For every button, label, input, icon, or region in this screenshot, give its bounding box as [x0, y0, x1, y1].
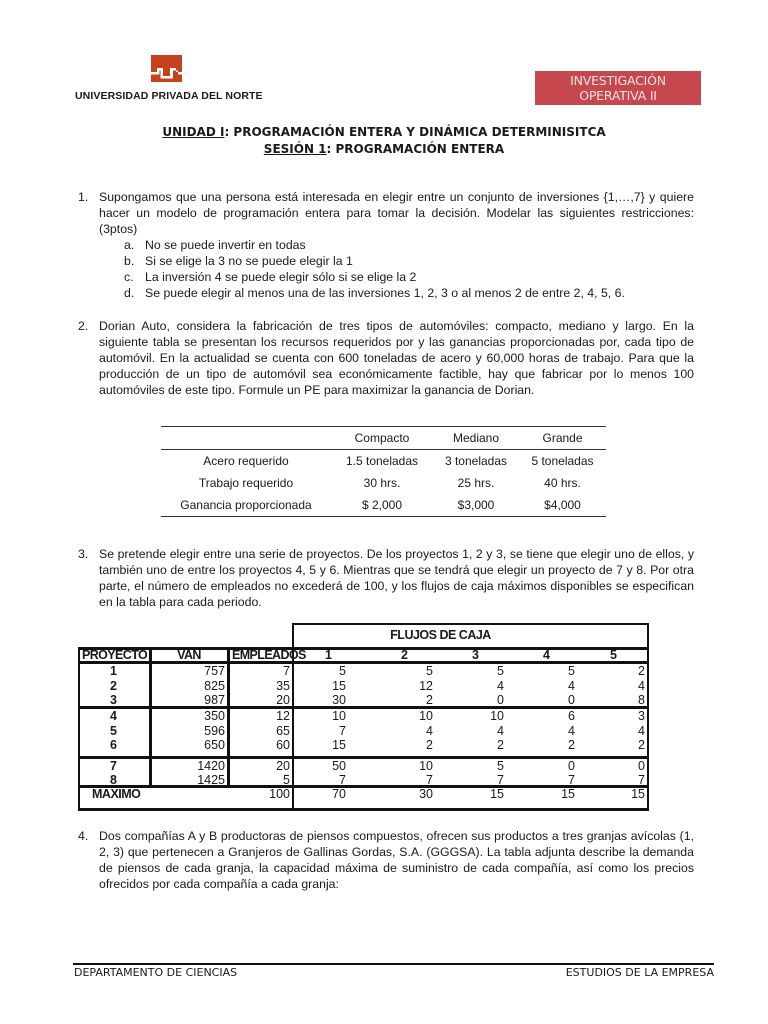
item-text: Si se elige la 3 no se puede elegir la 1 [145, 254, 353, 268]
session-title [0, 141, 768, 158]
table-cell: 5 [497, 664, 504, 678]
table-cell: $4,000 [519, 494, 606, 517]
footer-studies: ESTUDIOS DE LA EMPRESA [565, 966, 714, 979]
table-cell: 5 [283, 773, 290, 787]
table-cell: 2 [497, 738, 504, 752]
table-cell: 0 [568, 759, 575, 773]
table-cell: 4 [638, 678, 645, 693]
table-header: 3 [472, 648, 479, 662]
course-badge [535, 71, 701, 105]
table-cell: 596 [204, 723, 225, 738]
item-letter: a. [124, 238, 135, 252]
question-text: Se pretende elegir entre una serie de proyectos. De los proyectos 1, 2 y 3, se tiene que elegir uno de ellos, y también uno de entre los proyectos 4, 5 y 6. Mientras que se tendrá que elegir un proyecto de 7 y 8. Por otra parte, el número de empleados no excederá de 100, y los flujos de caja máximos disponibles se especifican en la tabla para cada periodo. [99, 547, 694, 609]
table-cell: 7 [283, 664, 290, 678]
table-cell: 5 toneladas [531, 454, 594, 468]
table-cell: 65 [276, 723, 290, 738]
table-cell: Trabajo requerido [198, 476, 294, 490]
table-header: PROYECTO [82, 648, 148, 662]
table-cell: 7 [110, 759, 117, 773]
list-item [124, 285, 694, 301]
table-cell: 7 [426, 773, 433, 787]
table-cell: 3 toneladas [444, 454, 508, 468]
table-cell: 35 [276, 678, 290, 693]
question-text: Dorian Auto, considera la fabricación de tres tipos de automóviles: compacto, mediano y largo. En la siguiente tabla se presentan los recursos requeridos por y las ganancias proporcionadas por, cada tipo de automóvil. En la actualidad se cuenta con 600 toneladas de acero y 60,000 horas de trabajo. Para que la producción de un tipo de automóvil sea económicamente factible, hay que fabricar por lo menos 100 automóviles de este tipo. Formule un PE para maximizar la ganancia de Dorian. [99, 319, 694, 397]
table-cell: 6 [568, 709, 575, 723]
table-cell: 650 [204, 738, 225, 752]
university-name: UNIVERSIDAD PRIVADA DEL NORTE [75, 90, 263, 102]
table-cell: Acero requerido [203, 454, 289, 468]
table-cell: 1.5 toneladas [345, 454, 419, 468]
footer-divider [73, 963, 714, 965]
table-cell: 4 [426, 723, 433, 738]
table-cell: 4 [110, 709, 117, 723]
table-cell: 30 hrs. [363, 476, 401, 490]
table-cell: 20 [276, 693, 290, 707]
list-item [124, 237, 694, 253]
item-letter: c. [124, 270, 134, 284]
table-cell: Ganancia proporcionada [161, 494, 331, 517]
unit-label: UNIDAD I [162, 125, 225, 139]
table-cell: 100 [269, 787, 290, 801]
projects-table [78, 623, 648, 811]
session-text: : PROGRAMACIÓN ENTERA [326, 142, 505, 156]
table-cell: 10 [419, 709, 433, 723]
question-text: Supongamos que una persona está interesada en elegir entre un conjunto de inversiones {1,…,7} y quiere hacer un modelo de programación entera para tomar la decisión. Modelar las siguientes restricciones: (3ptos) [99, 190, 694, 236]
course-line-1: INVESTIGACIÓN [570, 73, 666, 88]
table-cell: 7 [339, 723, 346, 738]
table-cell: 7 [497, 773, 504, 787]
max-label: MAXIMO [92, 787, 141, 801]
table-header: 1 [325, 648, 332, 662]
table-cell: 7 [568, 773, 575, 787]
table-row [161, 450, 606, 473]
table-row [161, 494, 606, 517]
question-number: 3. [78, 547, 89, 561]
table-cell: 12 [276, 709, 290, 723]
question-number: 1. [78, 190, 89, 204]
table-cell: 1 [110, 664, 117, 678]
question-3 [78, 546, 694, 610]
table-cell: 2 [426, 693, 433, 707]
table-cell: 10 [332, 709, 346, 723]
item-letter: b. [124, 254, 135, 268]
question-4 [78, 828, 694, 892]
table-cell: 4 [638, 723, 645, 738]
table-header-row [161, 427, 606, 450]
table-cell: 5 [568, 664, 575, 678]
table-cell: 0 [497, 693, 504, 707]
table-cell: 15 [631, 787, 645, 801]
table-cell: 15 [490, 787, 504, 801]
table-cell: 15 [332, 738, 346, 752]
table-cell: 30 [332, 693, 346, 707]
session-label: SESIÓN 1 [263, 142, 327, 156]
flujos-de-caja-header: FLUJOS DE CAJA [390, 628, 491, 642]
table-cell: 757 [204, 664, 225, 678]
table-cell: 3 [110, 693, 117, 707]
table-header: Compacto [331, 427, 433, 450]
unit-text: : PROGRAMACIÓN ENTERA Y DINÁMICA DETERMINISITCA [224, 125, 606, 139]
list-item [124, 269, 694, 285]
table-cell: 4 [497, 723, 504, 738]
table-cell: 825 [204, 678, 225, 693]
table-header: Mediano [433, 427, 519, 450]
dorian-table [161, 426, 606, 517]
page-title [0, 124, 768, 158]
table-cell: 8 [638, 693, 645, 707]
table-header: EMPLEADOS [232, 648, 306, 662]
table-cell: 2 [568, 738, 575, 752]
table-cell: 3 [638, 709, 645, 723]
table-cell: 0 [638, 759, 645, 773]
table-header: VAN [177, 648, 201, 662]
item-letter: d. [124, 286, 135, 300]
table-cell: $3,000 [433, 494, 519, 517]
table-cell: 6 [110, 738, 117, 752]
list-item [124, 253, 694, 269]
table-cell: 987 [204, 693, 225, 707]
table-cell: 4 [568, 678, 575, 693]
table-cell: 4 [568, 723, 575, 738]
item-text: Se puede elegir al menos una de las inversiones 1, 2, 3 o al menos 2 de entre 2, 4, 5, 6. [145, 286, 625, 300]
table-cell: 5 [339, 664, 346, 678]
item-text: No se puede invertir en todas [145, 238, 306, 252]
table-header: 4 [543, 648, 550, 662]
question-1 [78, 189, 694, 301]
table-cell: 60 [276, 738, 290, 752]
table-cell: 15 [332, 678, 346, 693]
question-number: 4. [78, 829, 89, 843]
table-cell: 350 [204, 709, 225, 723]
table-cell: 2 [110, 678, 117, 693]
upn-logo-icon [151, 55, 182, 82]
footer-department: DEPARTAMENTO DE CIENCIAS [74, 966, 238, 979]
table-header: 5 [610, 648, 617, 662]
table-cell: 4 [497, 678, 504, 693]
table-cell: 12 [419, 678, 433, 693]
table-cell: 15 [561, 787, 575, 801]
table-header: Grande [519, 427, 606, 450]
table-cell: 8 [110, 773, 117, 787]
table-header: 2 [401, 648, 408, 662]
table-cell: 0 [568, 693, 575, 707]
item-text: La inversión 4 se puede elegir sólo si se elige la 2 [145, 270, 417, 284]
question-text: Dos compañías A y B productoras de piensos compuestos, ofrecen sus productos a tres granjas avícolas (1, 2, 3) que pertenecen a Granjeros de Gallinas Gordas, S.A. (GGGSA). La tabla adjunta describe la demanda de piensos de cada granja, la capacidad máxima de suministro de cada compañía, así como los precios ofrecidos por cada compañía a cada granja: [99, 829, 694, 891]
question-2 [78, 318, 694, 398]
table-cell: 50 [332, 759, 346, 773]
table-cell: 30 [419, 787, 433, 801]
table-cell: 2 [638, 664, 645, 678]
unit-title [0, 124, 768, 141]
table-cell: 7 [339, 773, 346, 787]
table-cell: 20 [276, 759, 290, 773]
table-cell: 10 [419, 759, 433, 773]
table-header [161, 427, 331, 450]
table-cell: 1420 [197, 759, 225, 773]
table-cell: 5 [110, 723, 117, 738]
table-cell: 1425 [197, 773, 225, 787]
table-cell: 2 [638, 738, 645, 752]
table-cell: $ 2,000 [331, 494, 433, 517]
question-number: 2. [78, 319, 89, 333]
table-cell: 5 [497, 759, 504, 773]
table-cell: 7 [638, 773, 645, 787]
table-cell: 40 hrs. [544, 476, 581, 490]
table-cell: 10 [490, 709, 504, 723]
table-cell: 70 [332, 787, 346, 801]
course-line-2: OPERATIVA II [579, 88, 657, 103]
table-cell: 5 [426, 664, 433, 678]
table-cell: 2 [426, 738, 433, 752]
table-cell: 25 hrs. [457, 476, 495, 490]
table-row [161, 472, 606, 494]
table-border [78, 808, 649, 811]
